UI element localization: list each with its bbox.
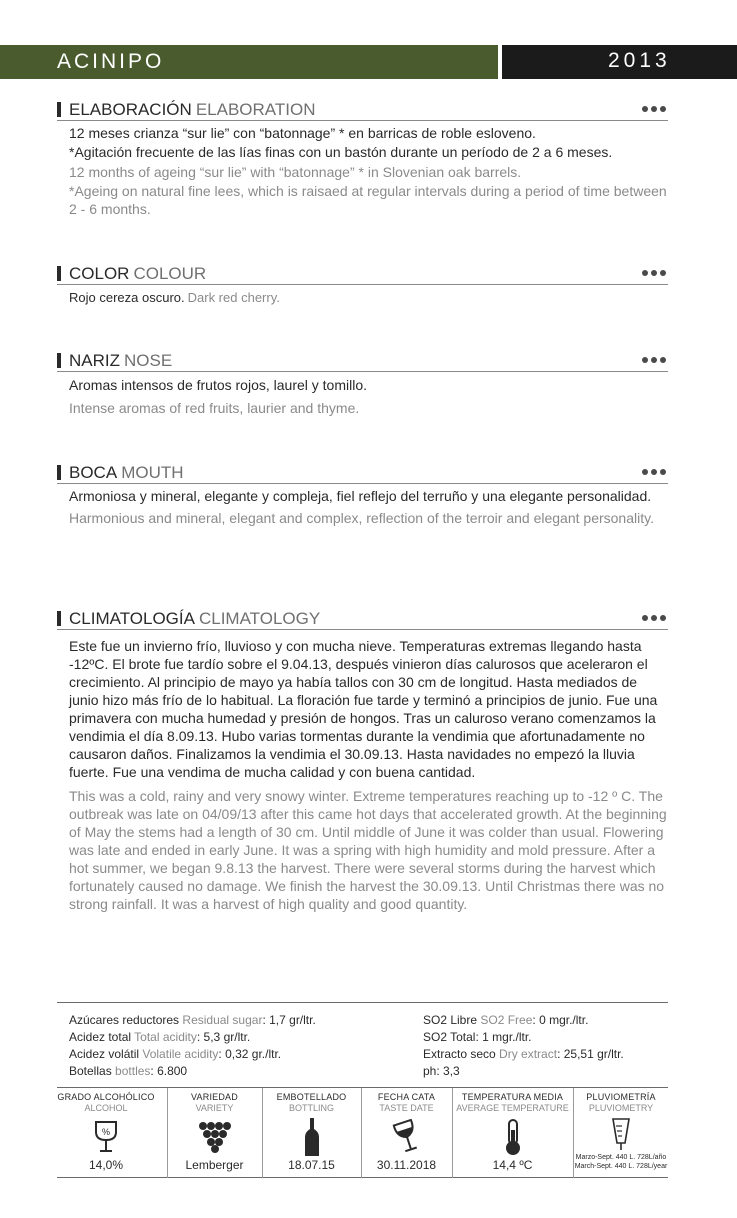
ellipsis-dots-icon xyxy=(642,357,666,363)
section-color xyxy=(57,264,668,308)
section-climatology xyxy=(57,609,668,913)
alcohol-glass-icon xyxy=(57,1117,155,1157)
section-title-es: ELABORACIÓN xyxy=(69,100,192,119)
spec-bottles: Botellas bottles: 6.800 xyxy=(69,1064,188,1078)
text-es-1: 12 meses crianza “sur lie” con “batonnage” * en barricas de roble esloveno. xyxy=(69,125,536,141)
section-title-es: BOCA xyxy=(69,463,118,482)
text-es-2: *Agitación frecuente de las lías finas con un bastón durante un período de 2 a 6 meses. xyxy=(69,143,613,160)
spec-volatile-acidity: Acidez volátil Volatile acidity: 0,32 gr./ltr. xyxy=(69,1047,282,1061)
page-header xyxy=(0,45,737,79)
thermometer-icon xyxy=(453,1117,572,1157)
ellipsis-dots-icon xyxy=(642,106,666,112)
section-title-es: COLOR xyxy=(69,264,130,283)
spec-so2-total: SO2 Total: 1 mgr./ltr. xyxy=(423,1030,532,1044)
section-header xyxy=(57,463,668,484)
vintage-year: 2013 xyxy=(502,45,737,79)
bottle-icon xyxy=(263,1117,360,1157)
section-header xyxy=(57,609,668,630)
spec-dry-extract: Extracto seco Dry extract: 25,51 gr/ltr. xyxy=(423,1047,624,1061)
spec-so2-free: SO2 Libre SO2 Free: 0 mgr./ltr. xyxy=(423,1013,589,1027)
text-es: Este fue un invierno frío, lluvioso y con mucha nieve. Temperaturas extremas llegando hasta -12ºC. El brote fue tardío sobre el 9.04.13, después vinieron días calurosos que aceleraron el crecimiento. Al principio de mayo ya había tallos con 30 cm de longitud. Hasta mediados de junio hizo más frío de lo habitual. La floración fue tarde y terminó a principios de junio. Fue una primavera con mucha humedad y presión de hongos. Tras un caluroso verano comenzamos la vendimia el día 8.09.13. Hubo varias tormentas durante la vendimia que afortunadamente no causaron daños. Finalizamos la vendimia el 30.09.13. Hasta navidades no empezó la lluvia fuerte. Fue una vendima de mucha calidad y con buena cantidad. xyxy=(69,638,658,780)
text-en-1: 12 months of ageing “sur lie” with “batonnage” * in Slovenian oak barrels. xyxy=(69,164,522,180)
section-marker xyxy=(57,102,61,117)
grapes-icon xyxy=(168,1117,261,1157)
spec-ph: ph: 3,3 xyxy=(423,1064,460,1078)
pluviometry-en: March-Sept. 440 L. 728L/year xyxy=(574,1163,668,1170)
text-en-2: *Ageing on natural fine lees, which is raisaed at regular intervals during a period of time between 2 - 6 months. xyxy=(69,182,667,217)
spec-residual-sugar: Azúcares reductores Residual sugar: 1,7 gr/ltr. xyxy=(69,1013,316,1027)
ellipsis-dots-icon xyxy=(642,270,666,276)
section-nose xyxy=(57,351,668,417)
section-marker xyxy=(57,465,61,480)
variety-cell: VARIEDAD VARIETY Lemberger xyxy=(167,1088,261,1178)
specs-left-column xyxy=(69,1012,316,1080)
section-title-en: COLOUR xyxy=(133,264,207,283)
section-title-en: NOSE xyxy=(124,351,173,370)
section-elaboration xyxy=(57,100,668,219)
section-marker xyxy=(57,266,61,281)
taste-date-cell: FECHA CATA TASTE DATE 30.11.2018 xyxy=(361,1088,451,1178)
section-title-es: CLIMATOLOGÍA xyxy=(69,609,195,628)
section-title-en: CLIMATOLOGY xyxy=(198,609,321,628)
section-header xyxy=(57,351,668,372)
section-header xyxy=(57,100,668,121)
section-mouth xyxy=(57,463,668,527)
ellipsis-dots-icon xyxy=(642,469,666,475)
ellipsis-dots-icon xyxy=(642,615,666,621)
alcohol-cell: GRADO ALCOHÓLICO ALCOHOL % 14,0% xyxy=(57,1092,155,1172)
temperature-cell: TEMPERATURA MEDIA AVERAGE TEMPERATURE 14,4 ºC xyxy=(452,1088,572,1178)
specs-right-column xyxy=(423,1012,624,1080)
text-en: Dark red cherry. xyxy=(187,290,280,305)
section-title-en: ELABORATION xyxy=(195,100,316,119)
section-header xyxy=(57,264,668,285)
section-title-en: MOUTH xyxy=(121,463,184,482)
section-marker xyxy=(57,611,61,626)
brand-title: ACINIPO xyxy=(0,45,498,79)
technical-specs xyxy=(57,1002,668,1082)
rain-gauge-icon xyxy=(574,1117,668,1151)
spec-total-acidity: Acidez total Total acidity: 5,3 gr/ltr. xyxy=(69,1030,251,1044)
text-es: Rojo cereza oscuro. xyxy=(69,290,185,305)
bottling-cell: EMBOTELLADO BOTTLING 18.07.15 xyxy=(262,1088,360,1178)
section-marker xyxy=(57,353,61,368)
text-es: Aromas intensos de frutos rojos, laurel y tomillo. xyxy=(69,377,368,393)
pluviometry-cell: PLUVIOMETRÍA PLUVIOMETRY Marzo-Sept. 440 L. 728L/año March-Sept. 440 L. 728L/year xyxy=(573,1088,668,1178)
wine-glass-icon xyxy=(362,1117,451,1157)
color-text xyxy=(69,289,668,308)
text-en: This was a cold, rainy and very snowy winter. Extreme temperatures reaching up to -12 º C. The outbreak was late on 04/09/13 after this came hot days that accelerated growth. At the beginning of May the stems had a length of 30 cm. Until middle of June it was colder than usual. Flowering was late and ended in early June. It was a spring with high humidity and mold pressure. After a hot summer, we began 9.8.13 the harvest. There were several storms during the harvest which fortunately caused no damage. We finish the harvest the 30.09.13. Until Christmas there was no strong rainfall. It was a harvest of high quality and good quantity. xyxy=(69,788,667,912)
text-en: Harmonious and mineral, elegant and complex, reflection of the terroir and elegant personality. xyxy=(69,509,654,526)
icon-summary-row xyxy=(57,1087,668,1178)
text-es: Armoniosa y mineral, elegante y compleja, fiel reflejo del terruño y una elegante personalidad. xyxy=(69,488,652,504)
pluviometry-es: Marzo-Sept. 440 L. 728L/año xyxy=(575,1154,667,1161)
section-title-es: NARIZ xyxy=(69,351,120,370)
svg-text:%: % xyxy=(101,1127,111,1137)
text-en: Intense aromas of red fruits, laurier and thyme. xyxy=(69,399,360,416)
